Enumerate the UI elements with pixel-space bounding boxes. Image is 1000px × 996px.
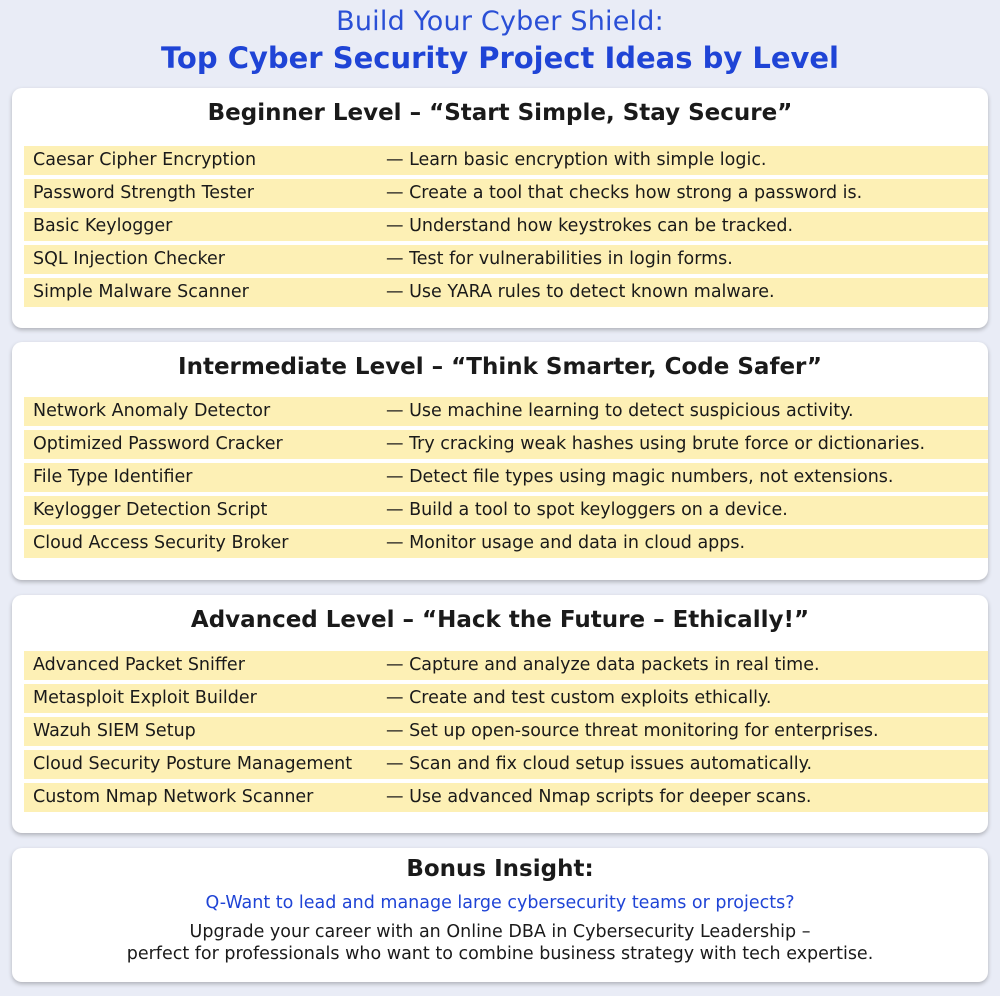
bonus-line-2: perfect for professionals who want to combine business strategy with tech expertise. xyxy=(126,944,874,964)
project-desc: — Learn basic encryption with simple logic. xyxy=(386,150,767,170)
project-desc: — Use advanced Nmap scripts for deeper scans. xyxy=(386,787,812,807)
list-item xyxy=(24,684,988,713)
project-name: Network Anomaly Detector xyxy=(33,401,271,421)
project-name: Custom Nmap Network Scanner xyxy=(33,787,314,807)
list-item xyxy=(24,750,988,779)
project-name: Password Strength Tester xyxy=(33,183,254,203)
list-item xyxy=(24,278,988,307)
page-title-line1: Build Your Cyber Shield: xyxy=(336,6,664,37)
project-name: SQL Injection Checker xyxy=(33,249,225,269)
project-desc: — Set up open-source threat monitoring for enterprises. xyxy=(386,721,879,741)
project-name: Simple Malware Scanner xyxy=(33,282,249,302)
list-item xyxy=(24,651,988,680)
project-name: Optimized Password Cracker xyxy=(33,434,283,454)
project-desc: — Monitor usage and data in cloud apps. xyxy=(386,533,746,553)
project-desc: — Create a tool that checks how strong a password is. xyxy=(386,183,863,203)
list-item xyxy=(24,179,988,208)
section-bonus xyxy=(12,848,988,982)
bonus-question: Q-Want to lead and manage large cybersecurity teams or projects? xyxy=(205,893,795,913)
project-name: Cloud Access Security Broker xyxy=(33,533,289,553)
section-advanced xyxy=(12,595,988,833)
section-beginner xyxy=(12,88,988,328)
section-heading: Beginner Level – “Start Simple, Stay Secure” xyxy=(207,100,793,126)
list-item xyxy=(24,430,988,459)
section-intermediate xyxy=(12,342,988,580)
project-desc: — Understand how keystrokes can be tracked. xyxy=(386,216,794,236)
project-desc: — Capture and analyze data packets in real time. xyxy=(386,655,820,675)
section-heading: Intermediate Level – “Think Smarter, Code Safer” xyxy=(178,354,822,380)
list-item xyxy=(24,245,988,274)
list-item xyxy=(24,212,988,241)
project-name: Advanced Packet Sniffer xyxy=(33,655,245,675)
project-desc: — Create and test custom exploits ethically. xyxy=(386,688,772,708)
project-name: Cloud Security Posture Management xyxy=(33,754,353,774)
list-item xyxy=(24,463,988,492)
section-heading: Advanced Level – “Hack the Future – Ethically!” xyxy=(190,607,810,633)
project-name: Caesar Cipher Encryption xyxy=(33,150,257,170)
project-name: File Type Identifier xyxy=(33,467,193,487)
bonus-title: Bonus Insight: xyxy=(406,856,594,882)
project-name: Keylogger Detection Script xyxy=(33,500,268,520)
list-item xyxy=(24,397,988,426)
list-item xyxy=(24,717,988,746)
project-desc: — Use YARA rules to detect known malware. xyxy=(386,282,775,302)
project-desc: — Test for vulnerabilities in login forms. xyxy=(386,249,733,269)
list-item xyxy=(24,496,988,525)
project-desc: — Build a tool to spot keyloggers on a device. xyxy=(386,500,788,520)
list-item xyxy=(24,146,988,175)
list-item xyxy=(24,783,988,812)
project-desc: — Try cracking weak hashes using brute force or dictionaries. xyxy=(386,434,926,454)
project-name: Metasploit Exploit Builder xyxy=(33,688,257,708)
project-name: Wazuh SIEM Setup xyxy=(33,721,196,741)
project-desc: — Use machine learning to detect suspicious activity. xyxy=(386,401,854,421)
project-desc: — Detect file types using magic numbers, not extensions. xyxy=(386,467,894,487)
bonus-line-1: Upgrade your career with an Online DBA in Cybersecurity Leadership – xyxy=(189,922,811,942)
list-item xyxy=(24,529,988,558)
project-desc: — Scan and fix cloud setup issues automatically. xyxy=(386,754,813,774)
project-name: Basic Keylogger xyxy=(33,216,173,236)
page-title-line2: Top Cyber Security Project Ideas by Level xyxy=(160,41,840,75)
